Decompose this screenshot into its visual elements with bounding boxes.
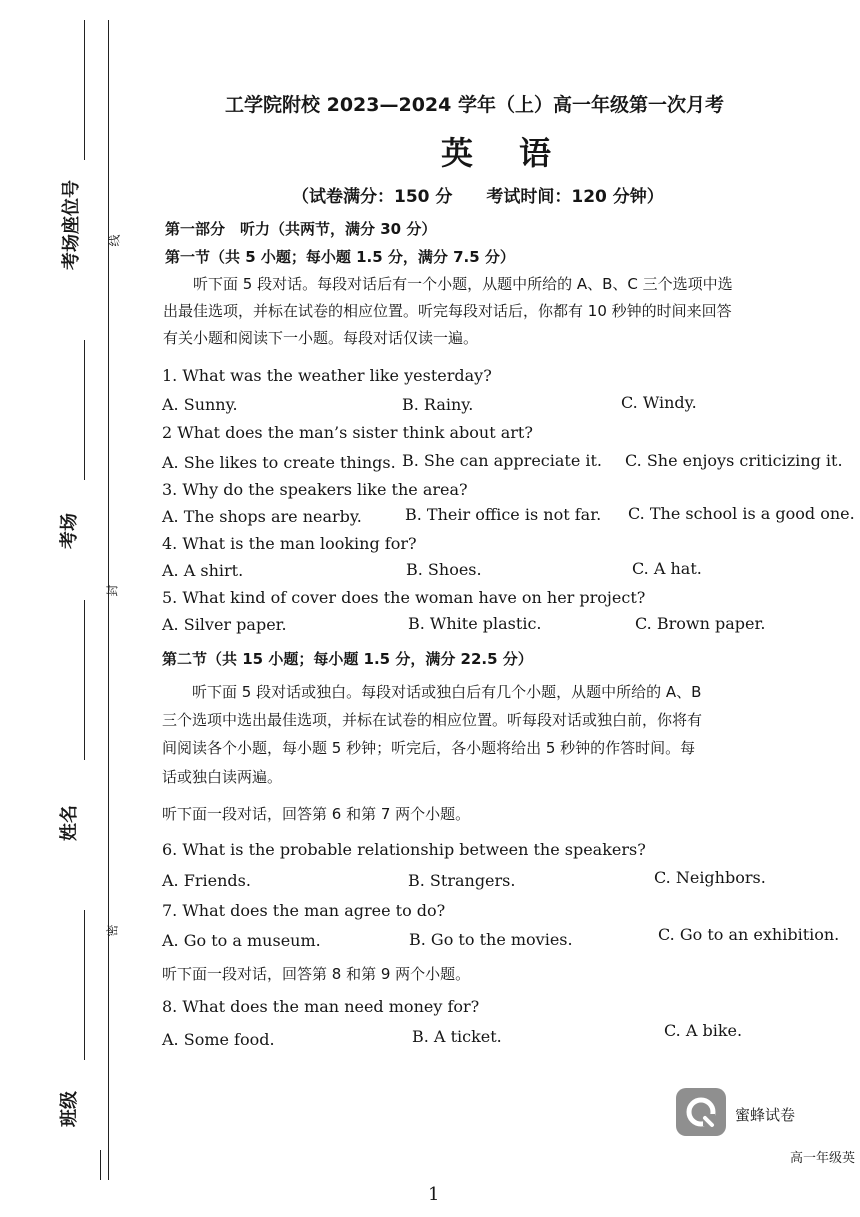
section1-instruction-line: 出最佳选项，并标在试卷的相应位置。听完每段对话后，你都有 10 秒钟的时间来回答 bbox=[163, 302, 732, 320]
section2-instruction-line: 话或独白读两遍。 bbox=[162, 768, 283, 786]
name-label: 姓名 bbox=[59, 805, 80, 841]
option-c: C. Brown paper. bbox=[635, 614, 766, 633]
section2-heading: 第二节（共 15 小题；每小题 1.5 分，满分 22.5 分） bbox=[162, 650, 533, 668]
option-b: B. White plastic. bbox=[408, 614, 542, 633]
option-b: B. Rainy. bbox=[402, 395, 474, 414]
option-c: C. Windy. bbox=[621, 393, 697, 412]
option-a: A. A shirt. bbox=[162, 561, 244, 580]
option-a: A. She likes to create things. bbox=[162, 453, 396, 472]
line-mark: 线 bbox=[107, 234, 122, 247]
name-fill-line-1 bbox=[84, 600, 85, 760]
room-fill-line bbox=[84, 340, 85, 480]
class-fill-line bbox=[100, 1150, 101, 1180]
option-a: A. Sunny. bbox=[162, 395, 238, 414]
question-stem: 3. Why do the speakers like the area? bbox=[162, 480, 468, 499]
watermark-text: 蜜蜂试卷 bbox=[735, 1106, 796, 1124]
option-c: C. She enjoys criticizing it. bbox=[625, 451, 843, 470]
seat-number-label: 考场座位号 bbox=[61, 180, 82, 270]
question-stem: 1. What was the weather like yesterday? bbox=[162, 366, 492, 385]
option-c: C. The school is a good one. bbox=[628, 504, 855, 523]
question-stem: 5. What kind of cover does the woman have on her project? bbox=[162, 588, 646, 607]
secret-mark: 密 bbox=[105, 924, 120, 937]
seal-mark: 封 bbox=[105, 584, 120, 597]
option-a: A. Friends. bbox=[162, 871, 251, 890]
name-fill-line-2 bbox=[84, 910, 85, 1060]
option-c: C. A hat. bbox=[632, 559, 702, 578]
section2-instruction-line: 间阅读各个小题，每小题 5 秒钟；听完后，各小题将给出 5 秒钟的作答时间。每 bbox=[162, 739, 696, 757]
option-a: A. Go to a museum. bbox=[162, 931, 321, 950]
binding-line bbox=[108, 20, 109, 1180]
option-c: C. A bike. bbox=[664, 1021, 743, 1040]
group-prompt: 听下面一段对话，回答第 8 和第 9 两个小题。 bbox=[162, 965, 471, 983]
exam-title: 工学院附校 2023—2024 学年（上）高一年级第一次月考 bbox=[225, 94, 724, 116]
section1-instruction-line: 有关小题和阅读下一小题。每段对话仅读一遍。 bbox=[163, 329, 479, 347]
group-prompt: 听下面一段对话，回答第 6 和第 7 两个小题。 bbox=[162, 805, 471, 823]
question-stem: 6. What is the probable relationship between the speakers? bbox=[162, 840, 646, 859]
option-a: A. The shops are nearby. bbox=[162, 507, 362, 526]
class-label: 班级 bbox=[59, 1091, 80, 1127]
option-b: B. Their office is not far. bbox=[405, 505, 602, 524]
question-stem: 2 What does the man’s sister think about art? bbox=[162, 423, 533, 442]
option-c: C. Go to an exhibition. bbox=[658, 925, 840, 944]
option-b: B. Shoes. bbox=[406, 560, 482, 579]
bee-logo-icon bbox=[676, 1088, 726, 1136]
outer-line bbox=[84, 20, 85, 160]
option-b: B. She can appreciate it. bbox=[402, 451, 603, 470]
option-b: B. A ticket. bbox=[412, 1027, 502, 1046]
footer-grade-label: 高一年级英 bbox=[790, 1151, 856, 1166]
exam-room-label: 考场 bbox=[59, 513, 80, 549]
part-heading: 第一部分 听力（共两节，满分 30 分） bbox=[165, 220, 437, 238]
exam-info: （试卷满分：150 分 考试时间：120 分钟） bbox=[292, 187, 664, 207]
option-a: A. Some food. bbox=[162, 1030, 275, 1049]
option-c: C. Neighbors. bbox=[654, 868, 766, 887]
page-number: 1 bbox=[428, 1184, 440, 1205]
question-stem: 7. What does the man agree to do? bbox=[162, 901, 446, 920]
section2-instruction-line: 听下面 5 段对话或独白。每段对话或独白后有几个小题，从题中所给的 A、B bbox=[162, 683, 702, 701]
section1-instruction-line: 听下面 5 段对话。每段对话后有一个小题，从题中所给的 A、B、C 三个选项中选 bbox=[163, 275, 733, 293]
section2-instruction-line: 三个选项中选出最佳选项，并标在试卷的相应位置。听每段对话或独白前，你将有 bbox=[162, 711, 703, 729]
question-stem: 4. What is the man looking for? bbox=[162, 534, 417, 553]
question-stem: 8. What does the man need money for? bbox=[162, 997, 480, 1016]
subject-title: 英语 bbox=[441, 134, 598, 172]
option-a: A. Silver paper. bbox=[162, 615, 287, 634]
option-b: B. Go to the movies. bbox=[409, 930, 573, 949]
section1-heading: 第一节（共 5 小题；每小题 1.5 分，满分 7.5 分） bbox=[165, 248, 515, 266]
option-b: B. Strangers. bbox=[408, 871, 516, 890]
